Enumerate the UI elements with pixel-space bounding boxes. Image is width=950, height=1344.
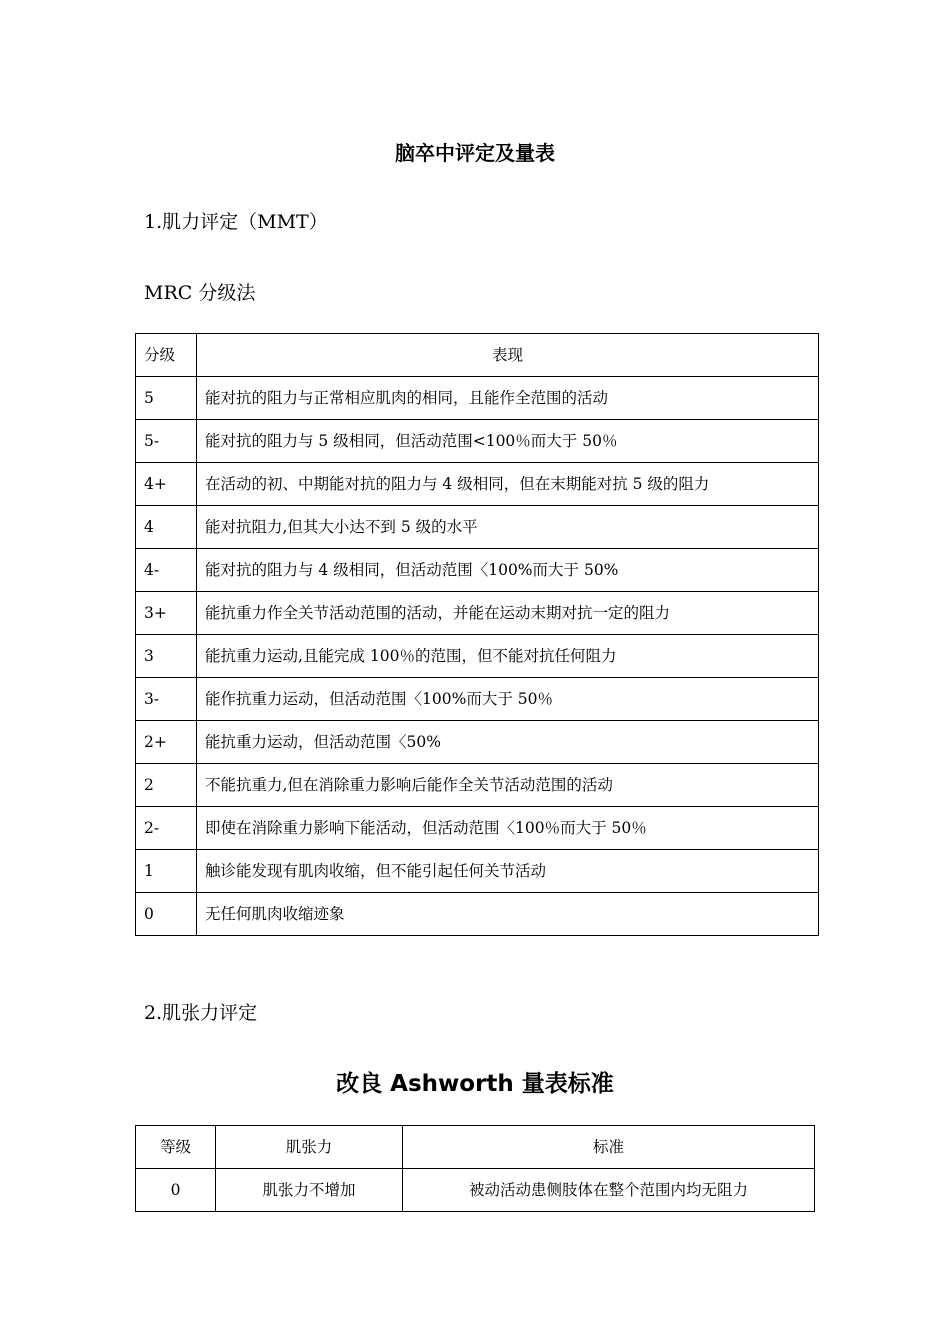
- performance-cell: 能对抗的阻力与 4 级相同，但活动范围〈100%而大于 50%: [197, 549, 819, 592]
- performance-cell: 能对抗阻力,但其大小达不到 5 级的水平: [197, 506, 819, 549]
- column-header-level: 等级: [136, 1126, 216, 1169]
- column-header-criteria: 标准: [403, 1126, 815, 1169]
- grade-cell: 3-: [136, 678, 197, 721]
- table-row: [136, 807, 819, 850]
- column-header-performance: 表现: [197, 334, 819, 377]
- ashworth-title: 改良 Ashworth 量表标准: [336, 1071, 614, 1097]
- table-row: [136, 721, 819, 764]
- grade-cell: 3: [136, 635, 197, 678]
- table-row: [136, 850, 819, 893]
- table-row: [136, 592, 819, 635]
- grade-cell: 5-: [136, 420, 197, 463]
- column-header-grade: 分级: [136, 334, 197, 377]
- performance-cell: 能对抗的阻力与 5 级相同，但活动范围<100％而大于 50％: [197, 420, 819, 463]
- grade-cell: 4: [136, 506, 197, 549]
- table-row: [136, 506, 819, 549]
- mrc-heading: MRC 分级法: [144, 282, 256, 304]
- table-row: [136, 678, 819, 721]
- performance-cell: 能对抗的阻力与正常相应肌肉的相同，且能作全范围的活动: [197, 377, 819, 420]
- grade-cell: 4-: [136, 549, 197, 592]
- criteria-cell: 被动活动患侧肢体在整个范围内均无阻力: [403, 1169, 815, 1212]
- section-heading-tone: 2.肌张力评定: [144, 1002, 258, 1024]
- tone-cell: 肌张力不增加: [216, 1169, 403, 1212]
- table-header-row: [136, 334, 819, 377]
- performance-cell: 能抗重力运动,且能完成 100％的范围，但不能对抗任何阻力: [197, 635, 819, 678]
- performance-cell: 无任何肌肉收缩迹象: [197, 893, 819, 936]
- table-row: [136, 463, 819, 506]
- table-row: [136, 420, 819, 463]
- ashworth-table: [135, 1125, 815, 1212]
- table-header-row: [136, 1126, 815, 1169]
- grade-cell: 2+: [136, 721, 197, 764]
- performance-cell: 触诊能发现有肌肉收缩，但不能引起任何关节活动: [197, 850, 819, 893]
- grade-cell: 1: [136, 850, 197, 893]
- grade-cell: 0: [136, 893, 197, 936]
- performance-cell: 在活动的初、中期能对抗的阻力与 4 级相同，但在末期能对抗 5 级的阻力: [197, 463, 819, 506]
- grade-cell: 4+: [136, 463, 197, 506]
- table-row: [136, 635, 819, 678]
- table-row: [136, 893, 819, 936]
- performance-cell: 能抗重力运动，但活动范围〈50%: [197, 721, 819, 764]
- section-heading-mmt: 1.肌力评定（MMT）: [144, 211, 328, 233]
- grade-cell: 2: [136, 764, 197, 807]
- performance-cell: 不能抗重力,但在消除重力影响后能作全关节活动范围的活动: [197, 764, 819, 807]
- column-header-tone: 肌张力: [216, 1126, 403, 1169]
- table-row: [136, 377, 819, 420]
- table-row: [136, 1169, 815, 1212]
- grade-cell: 3+: [136, 592, 197, 635]
- grade-cell: 5: [136, 377, 197, 420]
- page-title: 脑卒中评定及量表: [395, 141, 555, 165]
- table-row: [136, 549, 819, 592]
- performance-cell: 能作抗重力运动，但活动范围〈100%而大于 50％: [197, 678, 819, 721]
- performance-cell: 即使在消除重力影响下能活动，但活动范围〈100％而大于 50％: [197, 807, 819, 850]
- mrc-table: [135, 333, 819, 936]
- level-cell: 0: [136, 1169, 216, 1212]
- performance-cell: 能抗重力作全关节活动范围的活动，并能在运动末期对抗一定的阻力: [197, 592, 819, 635]
- table-row: [136, 764, 819, 807]
- grade-cell: 2-: [136, 807, 197, 850]
